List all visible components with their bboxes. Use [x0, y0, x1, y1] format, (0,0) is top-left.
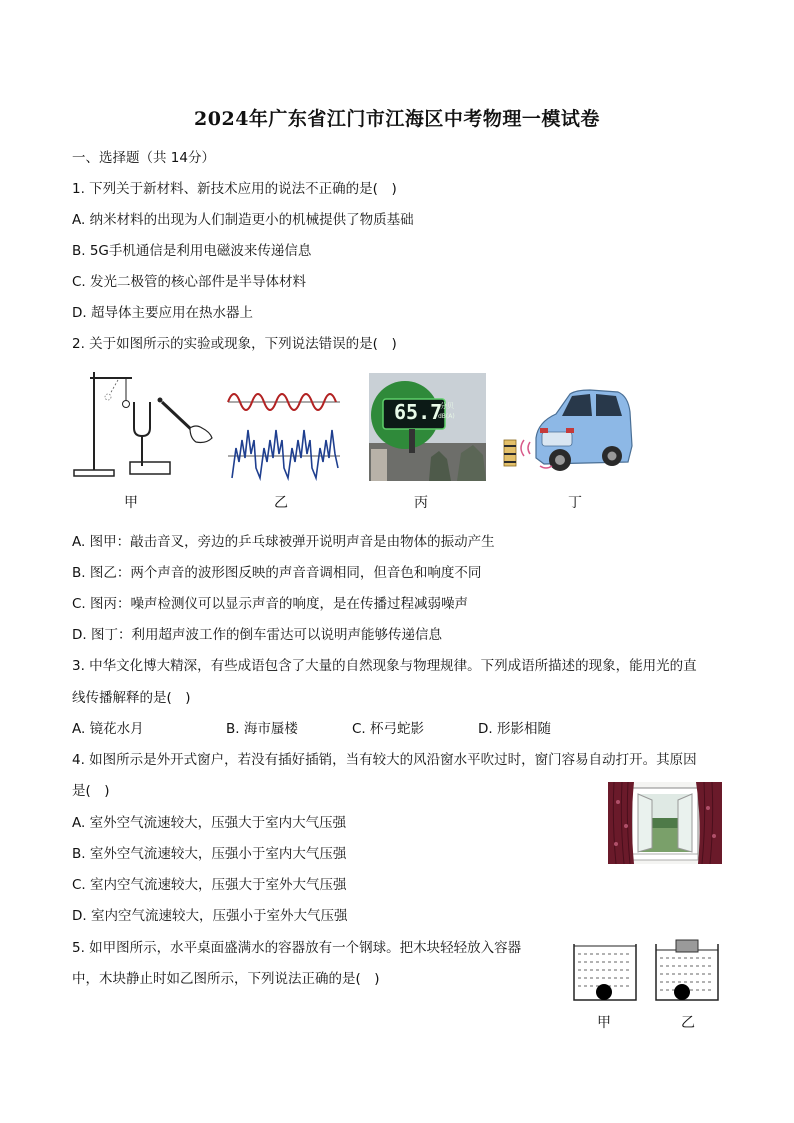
container-yi — [656, 940, 718, 1000]
open-window-figure — [608, 782, 722, 864]
q3-stem-line1: 3. 中华文化博大精深，有些成语包含了大量的自然现象与物理规律。下列成语所描述的现象，能用光的直 — [72, 658, 697, 674]
tuning-fork-figure — [72, 366, 214, 482]
q2-option-b[interactable]: B. 图乙：两个声音的波形图反映的声音音调相同，但音色和响度不同 — [72, 565, 482, 581]
q2-stem: 2. 关于如图所示的实验或现象，下列说法错误的是( ) — [72, 336, 397, 352]
q5-caption-yi: 乙 — [681, 1015, 695, 1031]
q3-option-a[interactable]: A. 镜花水月 — [72, 721, 144, 737]
q4-stem-line2: 是( ) — [72, 783, 110, 799]
waveform-figure — [226, 378, 342, 484]
q5-stem-line1: 5. 如甲图所示，水平桌面盛满水的容器放有一个钢球。把木块轻轻放入容器 — [72, 940, 522, 956]
q2-option-d[interactable]: D. 图丁：利用超声波工作的倒车雷达可以说明声能够传递信息 — [72, 627, 442, 643]
q4-option-a[interactable]: A. 室外空气流速较大，压强大于室内大气压强 — [72, 815, 347, 831]
container-jia — [574, 944, 636, 1000]
meter-unit-top: 分贝 — [440, 402, 454, 410]
meter-reading: 65.7 — [394, 400, 443, 424]
q1-option-a[interactable]: A. 纳米材料的出现为人们制造更小的机械提供了物质基础 — [72, 212, 414, 228]
q4-option-b[interactable]: B. 室外空气流速较大，压强小于室内大气压强 — [72, 846, 347, 862]
page-title: 2024年广东省江门市江海区中考物理一模试卷 — [194, 108, 600, 130]
q3-option-d[interactable]: D. 形影相随 — [478, 721, 551, 737]
q4-option-c[interactable]: C. 室内空气流速较大，压强大于室外大气压强 — [72, 877, 347, 893]
q3-option-c[interactable]: C. 杯弓蛇影 — [352, 721, 425, 737]
q4-option-d[interactable]: D. 室内空气流速较大，压强小于室外大气压强 — [72, 908, 348, 924]
q1-stem: 1. 下列关于新材料、新技术应用的说法不正确的是( ) — [72, 181, 397, 197]
noise-meter-figure — [369, 373, 486, 481]
q2-option-c[interactable]: C. 图丙：噪声检测仪可以显示声音的响度，是在传播过程减弱噪声 — [72, 596, 469, 612]
meter-unit-bottom: dB(A) — [438, 413, 455, 420]
q3-stem-line2: 线传播解释的是( ) — [72, 690, 191, 706]
q1-option-d[interactable]: D. 超导体主要应用在热水器上 — [72, 305, 253, 321]
q4-stem-line1: 4. 如图所示是外开式窗户，若没有插好插销，当有较大的风沿窗水平吹过时，窗门容易自动打开。其原因 — [72, 752, 697, 768]
q3-options — [72, 717, 632, 735]
q5-caption-jia: 甲 — [597, 1015, 611, 1031]
container-figure — [570, 938, 722, 1006]
figure-caption-jia: 甲 — [124, 495, 138, 511]
figure-caption-ding: 丁 — [568, 495, 582, 511]
q1-option-b[interactable]: B. 5G手机通信是利用电磁波来传递信息 — [72, 243, 312, 259]
figure-caption-yi: 乙 — [274, 495, 288, 511]
q1-option-c[interactable]: C. 发光二极管的核心部件是半导体材料 — [72, 274, 307, 290]
section-heading: 一、选择题（共 14分） — [72, 150, 215, 166]
q2-option-a[interactable]: A. 图甲：敲击音叉，旁边的乒乓球被弹开说明声音是由物体的振动产生 — [72, 534, 495, 550]
q5-stem-line2: 中，木块静止时如乙图所示，下列说法正确的是( ) — [72, 971, 380, 987]
figure-caption-bing: 丙 — [414, 495, 428, 511]
q3-option-b[interactable]: B. 海市蜃楼 — [226, 721, 298, 737]
reverse-radar-figure — [500, 386, 634, 474]
